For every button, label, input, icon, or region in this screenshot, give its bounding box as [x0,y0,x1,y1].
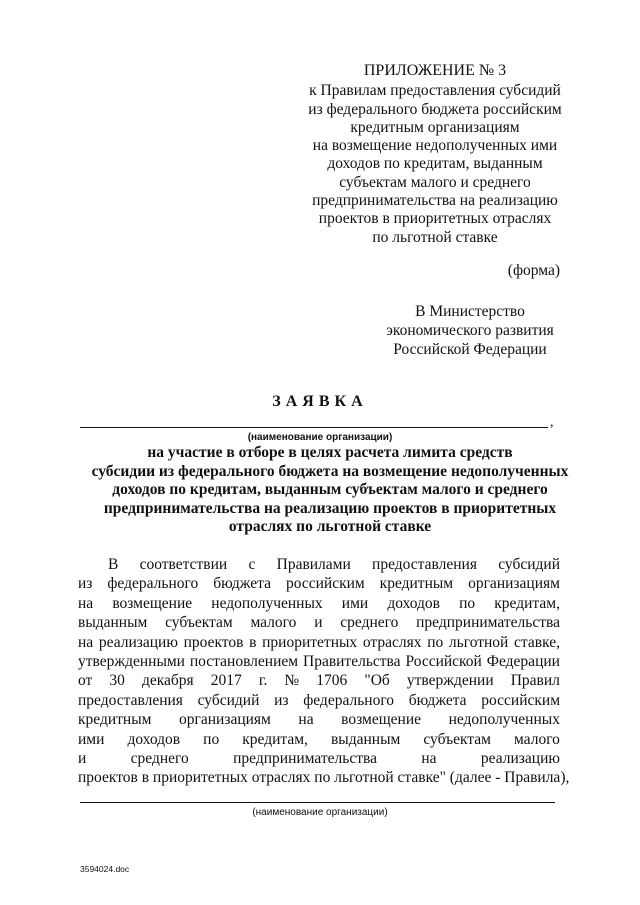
subtitle-line: субсидии из федерального бюджета на возмещение недополученных [91,462,569,480]
body-word: малого [250,614,297,632]
body-word: ставке, [514,633,560,651]
appendix-line: доходов по кредитам, выданным [327,155,543,173]
addressee-line: экономического развития [386,322,554,339]
body-word: организациям [179,711,271,729]
body-word: по [427,633,444,651]
appendix-line: на возмещение недополученных ими [312,137,558,155]
appendix-line: из федерального бюджета российским [308,100,562,118]
body-word: Правительства [303,653,401,671]
body-word: приоритетных [262,633,358,651]
body-paragraph [78,555,570,788]
body-word: организациям [468,575,560,593]
appendix-line: к Правилам предоставления субсидий [309,82,561,100]
body-word: соответствии [139,556,228,573]
body-word: предпринимательства [416,614,560,632]
body-word: выданным [330,730,401,748]
body-word: проектов [183,633,244,651]
body-line [78,671,560,690]
body-word: утверждении [406,672,494,690]
appendix-line: по льготной ставке [372,228,498,246]
body-word: на [298,711,314,729]
body-word: бюджета [213,575,271,593]
organization-caption-2: (наименование организации) [252,807,388,818]
body-word: В [108,556,119,573]
body-word: среднего [340,614,399,632]
body-word: доходов [387,594,440,612]
body-word: среднего [130,750,189,768]
body-word: и [314,614,323,632]
body-word: реализацию [480,750,560,768]
body-word: отраслях [362,633,422,651]
body-word: субъектам [165,614,233,632]
body-word: с [248,556,256,573]
organization-name-line [80,427,548,428]
body-word: предоставления [78,691,183,709]
appendix-line: проектов в приоритетных отраслях [318,210,552,228]
subtitle-line: на участие в отборе в целях расчета лимита средств [147,444,513,461]
body-word: субъектам [423,730,491,748]
body-line [78,691,560,710]
body-word: малого [513,730,560,748]
body-word: 2017 [210,672,242,690]
body-word: реализацию [98,633,178,651]
body-word: предоставления [372,556,477,573]
body-word: предпринимательства [233,750,377,768]
document-file-code: 3594024.doc [80,864,130,874]
body-line [78,768,570,787]
body-word: российским [285,575,365,593]
subtitle-line: отраслях по льготной ставке [228,518,432,535]
body-word: льготной [448,633,509,651]
body-word: возмещение [341,711,422,729]
appendix-line: кредитным организациям [350,118,520,136]
body-line [78,633,560,652]
subtitle-line: доходов по кредитам, выданным субъектам малого и среднего [112,481,548,498]
body-word: на [421,750,437,768]
organization-caption: (наименование организации) [247,432,393,443]
body-word: ими [341,594,369,612]
body-word: и [78,750,87,768]
body-word: Российской [405,653,482,671]
body-word: недополученных [211,594,323,612]
body-word: 1706 [316,672,348,690]
appendix-title: ПРИЛОЖЕНИЕ № 3 [363,62,507,79]
body-line [78,613,560,632]
appendix-block [290,62,580,247]
body-word: доходов [127,730,181,748]
body-word: постановлением [189,653,299,671]
body-word: проектов в приоритетных отраслях по льготной ставке" (далее - Правила), [78,769,570,787]
body-word: федерального [303,691,395,709]
subtitle-line: предпринимательства на реализацию проектов в приоритетных [103,499,557,517]
body-word: Правил [510,672,560,690]
addressee-line: Российской Федерации [393,341,547,358]
body-line [78,594,560,613]
body-word: в [249,633,257,651]
form-label: (форма) [507,262,560,279]
body-word: из [274,691,289,709]
body-word: кредитным [379,575,454,593]
body-word: по [203,730,220,748]
body-word: субсидий [498,556,560,573]
body-word: на [78,633,94,651]
organization-name-line-2 [80,802,555,803]
body-word: субсидий [197,691,260,709]
body-word: № [284,672,300,690]
body-word: возмещение [112,594,193,612]
body-word: кредитам, [242,730,308,748]
application-subtitle [60,444,600,537]
body-word: по [459,594,476,612]
addressee-line: В Министерство [415,303,525,320]
body-word: Федерации [486,653,560,671]
body-word: от [78,672,93,690]
body-line [78,555,560,574]
addressee-block [380,302,560,359]
body-line [78,652,560,671]
body-word: г. [258,672,268,690]
body-word: на [78,594,94,612]
body-word: кредитным [78,711,152,729]
body-word: российским [481,691,560,709]
body-word: федерального [107,575,199,593]
appendix-line: субъектам малого и среднего [339,173,531,191]
document-heading: ЗАЯВКА [272,393,368,410]
body-line [78,710,560,729]
organization-line-comma: , [550,415,554,430]
body-word: кредитам, [494,594,560,612]
body-word: бюджета [408,691,467,709]
appendix-line: предпринимательства на реализацию [312,192,558,210]
body-word: декабря [141,672,194,690]
body-line [78,749,560,768]
body-word: из [78,575,93,593]
body-word: утвержденными [78,653,185,671]
body-word: 30 [109,672,125,690]
body-word: недополученных [448,711,560,729]
body-word: Правилами [276,556,351,573]
body-word: "Об [364,672,390,690]
body-word: ими [78,730,105,748]
body-word: выданным [78,614,148,632]
body-line [78,574,560,593]
body-line [78,730,560,749]
